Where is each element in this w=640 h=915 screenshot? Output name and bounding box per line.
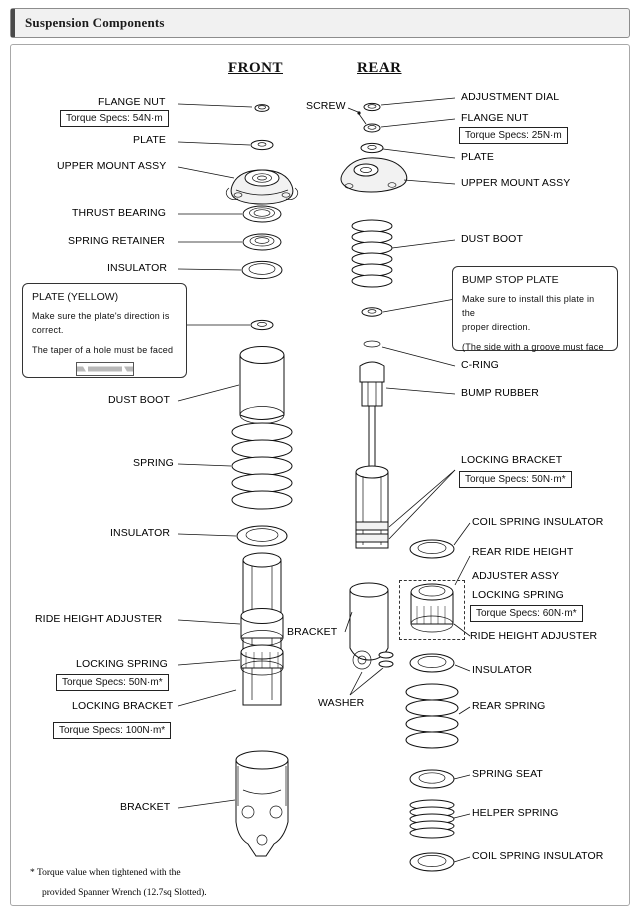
column-heading-rear: REAR — [357, 60, 402, 76]
page-title: Suspension Components — [25, 15, 165, 30]
label-rear-coil-spring-insulator-top: COIL SPRING INSULATOR — [472, 516, 604, 528]
footnote-line-1: * Torque value when tightened with the — [30, 868, 181, 878]
label-front-ride-height-adjuster: RIDE HEIGHT ADJUSTER — [35, 613, 163, 625]
label-rear-adjuster-assy: ADJUSTER ASSY — [472, 570, 560, 582]
page-title-bar — [10, 8, 630, 38]
torque-rear-locking-bracket: Torque Specs: 50N·m* — [459, 471, 572, 488]
note-bump-stop-line2: proper direction. — [462, 321, 531, 332]
label-rear-adjustment-dial: ADJUSTMENT DIAL — [461, 91, 560, 103]
label-rear-ride-height-adjuster: RIDE HEIGHT ADJUSTER — [470, 630, 598, 642]
label-rear-ride-height: REAR RIDE HEIGHT — [472, 546, 574, 558]
label-front-bracket: BRACKET — [120, 801, 171, 813]
label-rear-flange-nut: FLANGE NUT — [461, 112, 529, 124]
torque-rear-locking-spring: Torque Specs: 60N·m* — [470, 605, 583, 622]
label-rear-upper-mount-assy: UPPER MOUNT ASSY — [461, 177, 571, 189]
note-plate-yellow-line1: Make sure the plate's direction is — [32, 311, 170, 321]
label-rear-bracket: BRACKET — [287, 626, 338, 638]
label-front-locking-spring: LOCKING SPRING — [76, 658, 168, 670]
label-rear-spring-seat: SPRING SEAT — [472, 768, 543, 780]
label-front-spring: SPRING — [133, 457, 174, 469]
note-bump-stop-title: BUMP STOP PLATE — [462, 274, 559, 286]
torque-front-flange-nut: Torque Specs: 54N·m — [60, 110, 169, 127]
note-plate-yellow-line3: The taper of a hole must be faced — [32, 344, 174, 355]
note-plate-yellow-title: PLATE (YELLOW) — [32, 291, 119, 303]
note-plate-yellow — [22, 283, 187, 378]
note-bump-stop-line1: Make sure to install this plate in the — [462, 294, 595, 318]
label-rear-locking-bracket: LOCKING BRACKET — [461, 454, 563, 466]
label-front-insulator-mid: INSULATOR — [110, 527, 171, 539]
taper-hole-icon — [76, 362, 134, 376]
note-plate-yellow-line2: correct. — [32, 324, 64, 335]
label-front-thrust-bearing: THRUST BEARING — [72, 207, 166, 219]
label-front-spring-retainer: SPRING RETAINER — [68, 235, 165, 247]
label-rear-plate: PLATE — [461, 151, 494, 163]
label-rear-insulator: INSULATOR — [472, 664, 533, 676]
note-bump-stop-line3: (The side with a groove must face — [462, 341, 604, 352]
label-rear-dust-boot: DUST BOOT — [461, 233, 523, 245]
label-rear-helper-spring: HELPER SPRING — [472, 807, 559, 819]
label-rear-bump-rubber: BUMP RUBBER — [461, 387, 539, 399]
label-rear-coil-spring-insulator-bottom: COIL SPRING INSULATOR — [472, 850, 604, 862]
torque-front-locking-spring: Torque Specs: 50N·m* — [56, 674, 169, 691]
label-rear-washer: WASHER — [318, 697, 365, 709]
torque-front-locking-bracket: Torque Specs: 100N·m* — [53, 722, 171, 739]
label-front-locking-bracket: LOCKING BRACKET — [72, 700, 174, 712]
label-front-insulator-top: INSULATOR — [107, 262, 168, 274]
label-rear-locking-spring: LOCKING SPRING — [472, 589, 564, 601]
column-heading-front: FRONT — [228, 60, 283, 76]
torque-rear-flange-nut: Torque Specs: 25N·m — [459, 127, 568, 144]
label-rear-c-ring: C-RING — [461, 359, 499, 371]
label-front-dust-boot: DUST BOOT — [108, 394, 170, 406]
footnote-line-2: provided Spanner Wrench (12.7sq Slotted). — [42, 888, 207, 898]
label-front-upper-mount-assy: UPPER MOUNT ASSY — [57, 160, 167, 172]
label-front-plate: PLATE — [133, 134, 166, 146]
label-front-flange-nut: FLANGE NUT — [98, 96, 166, 108]
label-rear-spring: REAR SPRING — [472, 700, 546, 712]
label-rear-screw: SCREW — [306, 100, 346, 112]
title-accent-bar — [11, 9, 15, 37]
note-bump-stop-plate — [452, 266, 618, 351]
rear-adjuster-highlight-box — [399, 580, 465, 640]
